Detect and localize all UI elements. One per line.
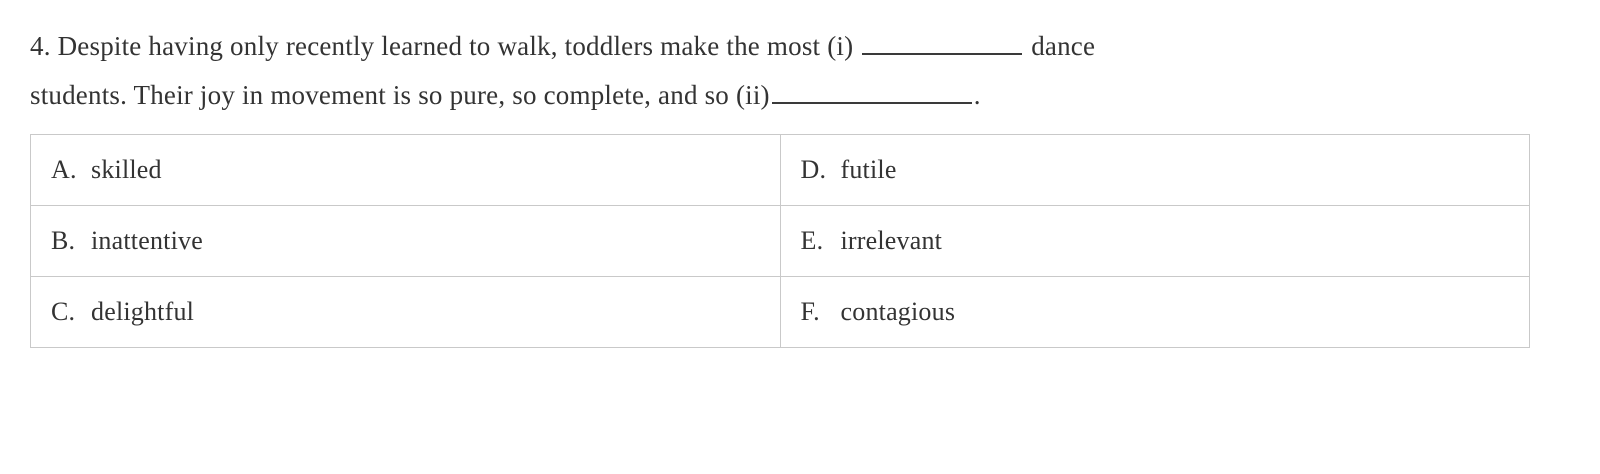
option-e-text: irrelevant [840,226,943,256]
question-line-1-after-blank: dance [1031,31,1096,61]
option-c[interactable] [31,277,781,348]
option-f[interactable] [780,277,1530,348]
option-d-letter: D. [800,155,827,185]
question-line-2 [30,71,1510,120]
option-d[interactable] [780,135,1530,206]
option-c-text: delightful [91,297,195,327]
option-f-letter: F. [800,297,820,327]
option-c-letter: C. [51,297,76,327]
question-line-1 [30,22,1510,71]
option-b-letter: B. [51,226,76,256]
options-table [30,134,1530,348]
option-f-text: contagious [840,297,956,327]
table-row [31,135,1530,206]
option-b-text: inattentive [91,226,203,256]
blank-i [862,53,1022,55]
table-row [31,206,1530,277]
question-line-1-before-blank: 4. Despite having only recently learned to walk, toddlers make the most (i) [30,31,854,61]
question-line-2-before-blank: students. Their joy in movement is so pure, so complete, and so (ii) [30,80,770,111]
option-e-letter: E. [800,226,824,256]
table-row [31,277,1530,348]
option-a-text: skilled [91,155,162,185]
option-d-text: futile [840,155,897,185]
question-text [30,22,1510,120]
option-a[interactable] [31,135,781,206]
blank-ii [772,102,972,104]
option-b[interactable] [31,206,781,277]
option-a-letter: A. [51,155,77,185]
question-line-2-after-blank: . [973,80,981,111]
option-e[interactable] [780,206,1530,277]
